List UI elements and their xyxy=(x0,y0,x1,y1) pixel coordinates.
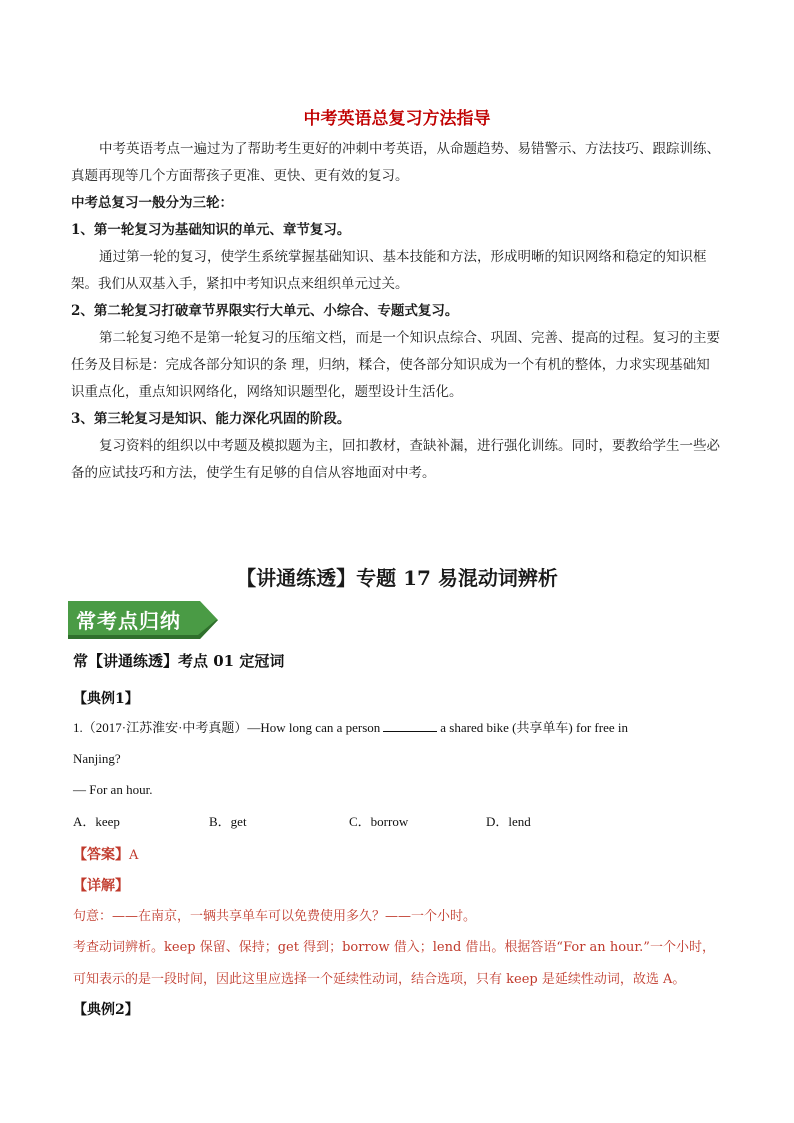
round3-heading: 3、第三轮复习是知识、能力深化巩固的阶段。 xyxy=(71,411,351,427)
page-title: 中考英语总复习方法指导 xyxy=(303,109,491,129)
answer-line xyxy=(73,844,138,864)
question-reply: — For an hour. xyxy=(73,782,153,797)
answer-value: A xyxy=(129,848,139,863)
round1-heading: 1、第一轮复习为基础知识的单元、章节复习。 xyxy=(71,222,351,238)
round2-body: 第二轮复习绝不是第一轮复习的压缩文档，而是一个知识点综合、巩固、完善、提高的过程。复习的主要任务及目标是：完成各部分知识的条 理，归纳，糅合，使各部分知识成为一个有机的整体，力求实现基础知识重点化，重点知识网络化，网络知识题型化，题型设计生活化。 xyxy=(71,330,720,400)
option-b: B．get xyxy=(209,814,247,829)
option-a: A．keep xyxy=(73,814,120,829)
topic-title: 【讲通练透】专题 17 易混动词辨析 xyxy=(236,566,558,590)
round3-body: 复习资料的组织以中考题及模拟题为主，回扣教材，查缺补漏，进行强化训练。同时，要教给学生一些必备的应试技巧和方法，使学生有足够的自信从容地面对中考。 xyxy=(71,438,720,481)
question-text-after: a shared bike (共享单车) for free in xyxy=(440,720,628,735)
section-title: 常【讲通练透】考点 01 定冠词 xyxy=(73,652,285,670)
detail-label: 【详解】 xyxy=(73,878,129,894)
intro-paragraph: 中考英语考点一遍过为了帮助考生更好的冲刺中考英语，从命题趋势、易错警示、方法技巧、跟踪训练、真题再现等几个方面帮孩子更准、更快、更有效的复习。 xyxy=(71,141,720,184)
answer-blank xyxy=(383,718,437,732)
example1-label: 【典例1】 xyxy=(73,691,139,707)
option-d: D．lend xyxy=(486,814,531,829)
round1-body: 通过第一轮的复习，使学生系统掌握基础知识、基本技能和方法，形成明晰的知识网络和稳定的知识框架。我们从双基入手，紧扣中考知识点来组织单元过关。 xyxy=(71,249,707,292)
question-line2: Nanjing? xyxy=(73,751,121,766)
answer-label: 【答案】 xyxy=(73,847,129,863)
question-text-before: 1.（2017·江苏淮安·中考真题）—How long can a person xyxy=(73,720,381,735)
detail-line1: 句意：——在南京，一辆共享单车可以免费使用多久？——一个小时。 xyxy=(73,909,477,924)
detail-line2: 考查动词辨析。keep 保留、保持；get 得到；borrow 借入；lend 借出。根据答语“For an hour.”一个小时， xyxy=(73,940,715,955)
round2-heading: 2、第二轮复习打破章节界限实行大单元、小综合、专题式复习。 xyxy=(71,303,459,319)
example2-label: 【典例2】 xyxy=(73,1002,139,1018)
example1-question xyxy=(73,712,723,743)
detail-line3: 可知表示的是一段时间，因此这里应选择一个延续性动词，结合选项，只有 keep 是延续性动词，故选 A。 xyxy=(73,972,686,987)
option-c: C．borrow xyxy=(349,814,409,829)
options-row xyxy=(73,806,633,837)
rounds-heading: 中考总复习一般分为三轮： xyxy=(71,195,233,211)
banner-label: 常考点归纳 xyxy=(76,609,181,633)
